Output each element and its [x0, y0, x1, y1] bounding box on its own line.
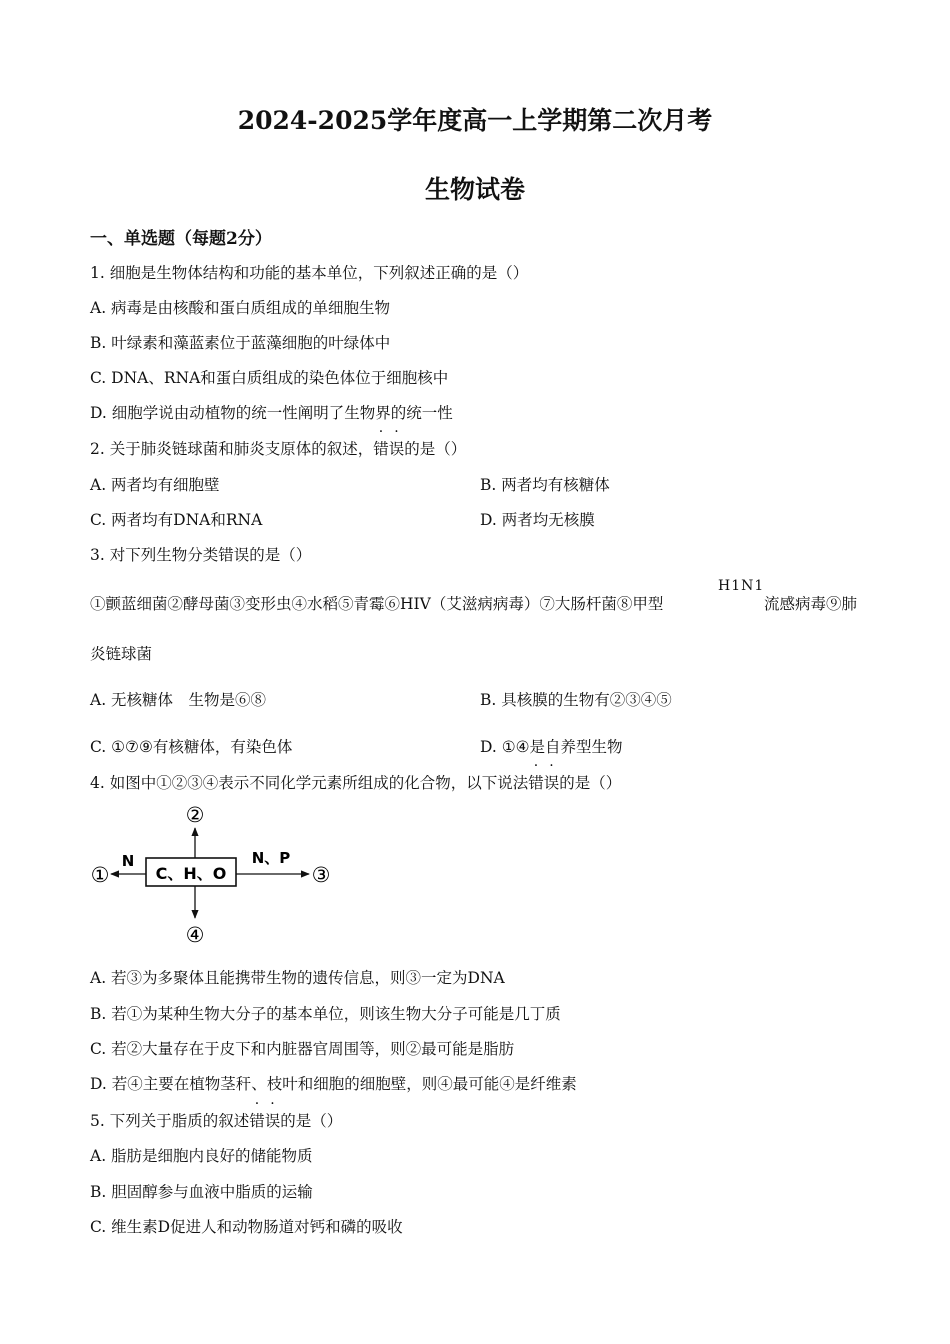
question-4-option-c: C. 若②大量存在于皮下和内脏器官周围等，则②最可能是脂肪 — [90, 1040, 515, 1058]
question-4-stem-prefix: 4. 如图中①②③④表示不同化学元素所组成的化合物，以下说法 — [90, 774, 529, 792]
question-2-stem-prefix: 2. 关于肺炎链球菌和肺炎支原体的叙述， — [90, 440, 374, 458]
emphasis-char: 误 — [264, 1112, 281, 1130]
emphasis-char: 错 — [373, 440, 389, 458]
question-3-option-b: B. 具核膜的生物有②③④⑤ — [480, 691, 672, 709]
node-2: ② — [185, 803, 205, 827]
question-4-option-d: D. 若④主要在植物茎秆、枝叶和细胞的细胞壁，则④最可能④是纤维素 — [90, 1075, 577, 1093]
question-1-option-a: A. 病毒是由核酸和蛋白质组成的单细胞生物 — [90, 299, 391, 317]
question-4-stem-suffix: 的是（） — [559, 774, 622, 792]
emphasis-char: 错 — [528, 774, 544, 792]
node-4: ④ — [185, 923, 205, 947]
question-2-option-d: D. 两者均无核膜 — [480, 511, 595, 529]
right-element-label: N、P — [251, 849, 291, 867]
question-2-option-b: B. 两者均有核糖体 — [480, 476, 610, 494]
question-3-organism-list-cont: 流感病毒⑨肺 — [764, 595, 858, 613]
question-5-option-a: A. 脂肪是细胞内良好的储能物质 — [90, 1147, 313, 1165]
question-3-stem: 3. 对下列生物分类错误的是（） — [90, 546, 312, 564]
question-5-stem-prefix: 5. 下列关于脂质的叙述 — [90, 1112, 250, 1130]
question-1-stem: 1. 细胞是生物体结构和功能的基本单位，下列叙述正确的是（） — [90, 264, 529, 282]
center-label: C、H、O — [155, 864, 227, 883]
node-1: ① — [90, 863, 110, 887]
question-3-option-a: A. 无核糖体 生物是⑥⑧ — [90, 691, 267, 709]
question-5-stem — [90, 1109, 342, 1131]
question-4-stem — [90, 771, 621, 793]
question-1-option-c: C. DNA、RNA和蛋白质组成的染色体位于细胞核中 — [90, 369, 449, 387]
question-5-option-b: B. 胆固醇参与血液中脂质的运输 — [90, 1183, 313, 1201]
emphasis-char: 错 — [249, 1112, 265, 1130]
question-4-option-b: B. 若①为某种生物大分子的基本单位，则该生物大分子可能是几丁质 — [90, 1005, 561, 1023]
question-3-organism-list-end: 炎链球菌 — [90, 645, 153, 663]
question-2-stem-suffix: 的是（） — [404, 440, 467, 458]
node-3: ③ — [311, 863, 331, 887]
question-2-option-a: A. 两者均有细胞壁 — [90, 476, 220, 494]
question-5-stem-suffix: 的是（） — [280, 1112, 343, 1130]
question-3-option-d: D. ①④是自养型生物 — [480, 738, 623, 756]
element-compound-diagram — [85, 800, 345, 950]
left-element-label: N — [121, 852, 135, 870]
emphasis-char: 误 — [543, 774, 560, 792]
question-3-h1n1-label: H1N1 — [718, 578, 765, 594]
question-3-organism-list: ①颤蓝细菌②酵母菌③变形虫④水稻⑤青霉⑥HIV（艾滋病病毒）⑦大肠杆菌⑧甲型 — [90, 595, 664, 613]
emphasis-char: 误 — [388, 440, 405, 458]
question-2-stem — [90, 437, 466, 459]
question-4-option-a: A. 若③为多聚体且能携带生物的遗传信息，则③一定为DNA — [90, 969, 505, 987]
question-3-option-c: C. ①⑦⑨有核糖体，有染色体 — [90, 738, 293, 756]
exam-title: 2024-2025学年度高一上学期第二次月考 — [237, 106, 713, 135]
question-5-option-c: C. 维生素D促进人和动物肠道对钙和磷的吸收 — [90, 1218, 403, 1236]
section-heading: 一、单选题（每题2分） — [90, 229, 272, 249]
question-1-option-d: D. 细胞学说由动植物的统一性阐明了生物界的统一性 — [90, 404, 453, 422]
question-1-option-b: B. 叶绿素和藻蓝素位于蓝藻细胞的叶绿体中 — [90, 334, 391, 352]
exam-subtitle: 生物试卷 — [424, 175, 525, 204]
question-2-option-c: C. 两者均有DNA和RNA — [90, 511, 263, 529]
